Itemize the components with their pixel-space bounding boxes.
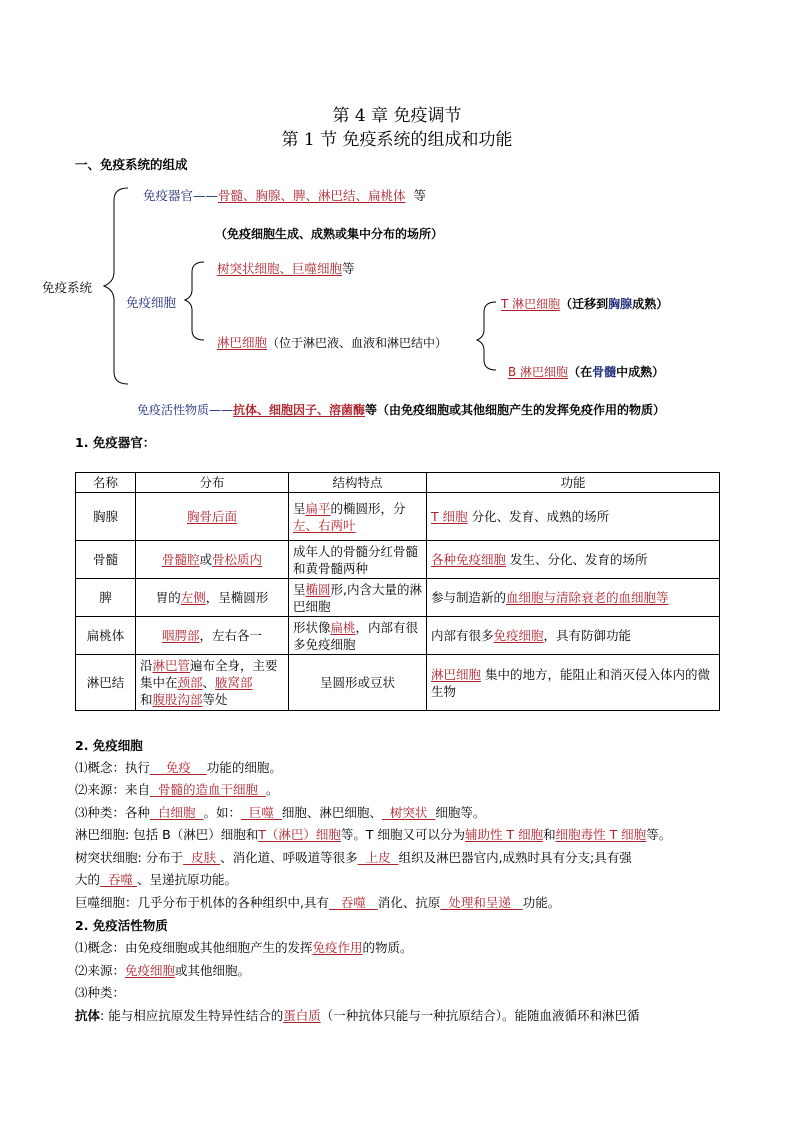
substances-line-3: ⑶种类： <box>75 985 126 1000</box>
immune-system-root: 免疫系统 <box>42 280 93 295</box>
t-cell-line: T 淋巴细胞（迁移到胸腺成熟） <box>501 297 669 311</box>
bracket-diagram <box>0 0 794 420</box>
cells-heading: 2. 免疫细胞 <box>75 738 143 753</box>
cell-sub1: 树突状细胞、巨噬细胞 <box>217 261 343 276</box>
root-brace <box>104 188 128 384</box>
lymph-line <box>217 333 447 351</box>
substances-heading: 2. 免疫活性物质 <box>75 918 168 933</box>
cells-line-2: ⑵来源：来自 骨髓的造血干细胞 。 <box>75 782 279 797</box>
organs-table <box>75 472 720 711</box>
table-row: 脾 胃的左侧，呈椭圆形 呈椭圆形,内含大量的淋巴细胞 参与制造新的血细胞与清除衰老的血细胞等 <box>76 579 720 617</box>
lymph-brace <box>477 302 496 370</box>
b-cell: B 淋巴细胞 <box>508 365 569 379</box>
active-label: 免疫活性物质—— <box>137 403 234 417</box>
active-suffix: 等（由免疫细胞或其他细胞产生的发挥免疫作用的物质） <box>365 403 666 417</box>
table-row: 淋巴结 沿淋巴管遍布全身，主要集中在颈部、腋窝部 和腹股沟部等处 呈圆形或豆状 淋巴细胞 集中的地方，能阻止和消灭侵入体内的微生物 <box>76 655 720 711</box>
active-substance-line <box>137 401 665 418</box>
cell-sub1-line <box>217 259 355 277</box>
substances-line-4: 抗体: 能与相应抗原发生特异性结合的蛋白质（一种抗体只能与一种抗原结合）。能随血液循环和淋巴循 <box>75 1008 640 1023</box>
chapter-title: 第 4 章 免疫调节 <box>332 106 462 126</box>
cells-line-6: 大的 吞噬 、呈递抗原功能。 <box>75 872 237 887</box>
cells-line-7: 巨噬细胞：几乎分布于机体的各种组织中,具有 吞噬 消化、抗原 处理和呈递 功能。 <box>75 895 561 910</box>
header-name: 名称 <box>76 473 136 493</box>
organ-line <box>143 186 426 204</box>
table-header-row <box>76 473 720 493</box>
organs-heading: 1. 免疫器官： <box>75 435 156 450</box>
organ-list: 骨髓、胸腺、脾、淋巴结、扁桃体 <box>218 188 406 203</box>
cells-line-1: ⑴概念：执行 免疫 功能的细胞。 <box>75 760 282 775</box>
organ-suffix: 等 <box>413 188 426 203</box>
table-row: 骨髓 骨髓腔或骨松质内 成年人的骨髓分红骨髓和黄骨髓两种 各种免疫细胞 发生、分化、发育的场所 <box>76 541 720 579</box>
substances-line-2: ⑵来源：免疫细胞或其他细胞。 <box>75 963 251 978</box>
t-cell: T 淋巴细胞 <box>501 297 561 311</box>
substances-line-1: ⑴概念：由免疫细胞或其他细胞产生的发挥免疫作用的物质。 <box>75 940 413 955</box>
header-dist: 分布 <box>136 473 289 493</box>
cells-line-4: 淋巴细胞: 包括 B（淋巴）细胞和T（淋巴）细胞等。T 细胞又可以分为辅助性 T 细胞和细胞毒性 T 细胞等。 <box>75 827 672 842</box>
cells-line-5: 树突状细胞: 分布于 皮肤 、消化道、呼吸道等很多 上皮 组织及淋巴器官内,成熟时具有分支;具有强 <box>75 850 632 865</box>
part1-heading: 一、免疫系统的组成 <box>75 157 188 172</box>
header-struct: 结构特点 <box>289 473 427 493</box>
header-func: 功能 <box>427 473 720 493</box>
cell-sub1-suffix: 等 <box>342 261 355 276</box>
b-cell-line: B 淋巴细胞（在骨髓中成熟） <box>508 365 665 379</box>
cell-label: 免疫细胞 <box>126 295 177 310</box>
organ-note: （免疫细胞生成、成熟或集中分布的场所） <box>215 227 444 241</box>
active-list: 抗体、细胞因子、溶菌酶 <box>233 403 366 417</box>
table-row: 扁桃体 咽腭部，左右各一 形状像扁桃，内部有很多免疫细胞 内部有很多免疫细胞，具有防御功能 <box>76 617 720 655</box>
lymph-cell: 淋巴细胞 <box>217 335 268 350</box>
table-row: 胸腺 胸骨后面 呈扁平的椭圆形，分左、右两叶 T 细胞 分化、发育、成熟的场所 <box>76 493 720 541</box>
organ-label: 免疫器官—— <box>143 188 219 203</box>
cell-brace <box>185 262 204 340</box>
section-title: 第 1 节 免疫系统的组成和功能 <box>281 130 513 150</box>
cells-line-3: ⑶种类：各种 白细胞 。如： 巨噬 细胞、淋巴细胞、 树突状 细胞等。 <box>75 805 486 820</box>
lymph-note: （位于淋巴液、血液和淋巴结中） <box>267 336 448 350</box>
